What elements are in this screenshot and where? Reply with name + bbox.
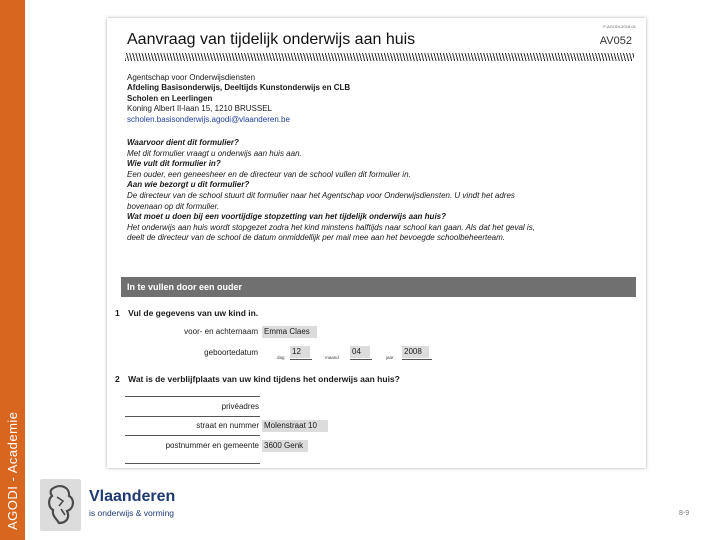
question-text: Vul de gegevens van uw kind in. [128, 308, 259, 318]
year-underline [402, 359, 432, 360]
row-divider [125, 435, 260, 436]
day-underline [290, 359, 312, 360]
lion-icon [40, 479, 81, 531]
year-label: jaar [386, 355, 394, 360]
info-answer: Een ouder, een geneesheer en de directeur van de school vullen dit formulier in. [127, 169, 411, 179]
street-field[interactable]: Molenstraat 10 [262, 420, 328, 432]
flanders-lion-logo [40, 479, 81, 531]
name-field[interactable]: Emma Claes [262, 326, 317, 338]
form-document [107, 18, 646, 468]
name-label: voor- en achternaam [184, 327, 258, 336]
info-question: Wat moet u doen bij een voortijdige stopzetting van het tijdelijk onderwijs aan huis? [127, 212, 446, 222]
info-answer: Het onderwijs aan huis wordt stopgezet zodra het kind minstens halftijds naar school kan gaan. Als dat het geval is, [127, 222, 535, 232]
address-line: Agentschap voor Onderwijsdiensten [127, 73, 256, 82]
info-answer: deelt de directeur van de school de datum onmiddellijk per mail mee aan het bevoegde schoolbeheerteam. [127, 233, 506, 243]
info-question: Wie vult dit formulier in? [127, 159, 221, 169]
info-answer: Met dit formulier vraagt u onderwijs aan huis aan. [127, 148, 302, 158]
private-address-label: privéadres [221, 402, 259, 411]
dob-label: geboortedatum [204, 348, 258, 357]
agency-address [127, 73, 350, 125]
month-label: maand [325, 355, 339, 360]
info-question: Aan wie bezorgt u dit formulier? [127, 180, 250, 190]
info-answer: De directeur van de school stuurt dit formulier naar het Agentschap voor Onderwijsdiensten. U vindt het adres [127, 190, 515, 200]
question-1 [115, 308, 258, 318]
question-number: 1 [115, 308, 120, 318]
address-line: Scholen en Leerlingen [127, 93, 213, 103]
month-field[interactable]: 04 [350, 346, 370, 358]
day-label: dag [277, 355, 285, 360]
address-line: Afdeling Basisonderwijs, Deeltijds Kunstonderwijs en CLB [127, 83, 351, 93]
hatch-divider [125, 53, 634, 61]
form-info [127, 138, 637, 244]
street-label: straat en nummer [196, 421, 259, 430]
page-number: 8-9 [679, 510, 690, 517]
postal-label: postnummer en gemeente [165, 441, 259, 450]
day-field[interactable]: 12 [290, 346, 310, 358]
form-code: F-AGODI-2018-01 [603, 24, 636, 29]
row-divider [125, 416, 260, 417]
form-title: Aanvraag van tijdelijk onderwijs aan huis [127, 31, 416, 48]
form-id: AV052 [599, 35, 632, 47]
address-line: Koning Albert II-laan 15, 1210 BRUSSEL [127, 104, 272, 114]
row-divider [125, 396, 260, 397]
brand-name: Vlaanderen [89, 488, 176, 505]
question-number: 2 [115, 374, 120, 384]
postal-field[interactable]: 3600 Genk [262, 440, 308, 452]
section-header: In te vullen door een ouder [121, 277, 636, 297]
question-2 [115, 374, 400, 384]
brand-tagline: is onderwijs & vorming [89, 508, 175, 518]
question-text: Wat is de verblijfplaats van uw kind tijdens het onderwijs aan huis? [128, 374, 400, 384]
year-field[interactable]: 2008 [402, 346, 429, 358]
side-bar [0, 0, 25, 540]
info-question: Waarvoor dient dit formulier? [127, 138, 239, 147]
sidebar-label: AGODI - Academie [5, 411, 20, 530]
email-link[interactable]: scholen.basisonderwijs.agodi@vlaanderen.be [127, 114, 290, 124]
info-answer: bovenaan op dit formulier. [127, 201, 220, 211]
row-divider [125, 463, 260, 464]
month-underline [350, 359, 372, 360]
